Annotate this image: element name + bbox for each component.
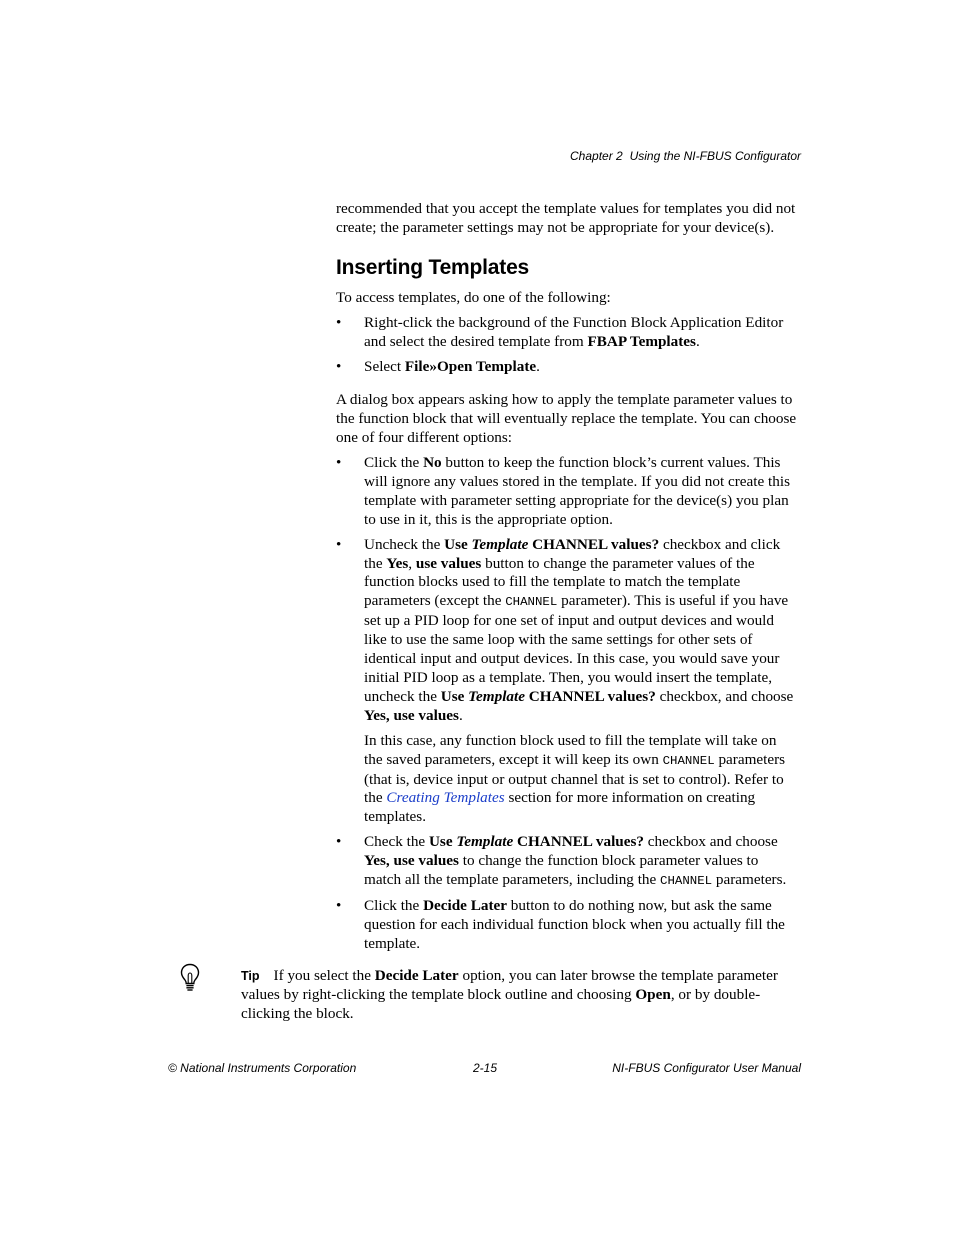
bullet-icon: •: [336, 833, 342, 851]
use-values-label: use values: [415, 554, 482, 572]
followup-text: parameters (that is, device input or output channel that is set to control). Refer to the: [364, 750, 786, 807]
checkbox-label-part: CHANNEL values?: [524, 687, 656, 705]
list-item: [336, 358, 798, 377]
options-list: [336, 454, 798, 954]
channel-code: CHANNEL: [662, 753, 715, 768]
bullet-icon: •: [336, 357, 342, 375]
option-text: ,: [408, 554, 416, 572]
option-text: checkbox and click the: [364, 535, 781, 572]
channel-code: CHANNEL: [505, 595, 558, 610]
list-item: [336, 314, 798, 352]
page-number: 2-15: [473, 1061, 498, 1075]
option-text: Click the: [364, 454, 424, 471]
option-check: [336, 833, 798, 891]
option-text: Uncheck the: [364, 535, 445, 553]
checkbox-label-part: CHANNEL values?: [528, 535, 660, 553]
bullet-text: Right-click the background of the Function Block Application Editor and select the desired template from: [364, 314, 784, 350]
channel-code: CHANNEL: [660, 874, 713, 889]
decide-later-label: Decide Later: [423, 896, 507, 914]
access-intro: [336, 289, 798, 308]
bullet-icon: •: [336, 896, 342, 914]
checkbox-label-part: Use: [444, 535, 472, 553]
footer-copyright: © National Instruments Corporation: [168, 1061, 357, 1075]
option-text: button to change the parameter values of the function blocks used to fill the template to match the template parameters (except the: [364, 554, 755, 610]
lightbulb-icon: [180, 963, 200, 993]
option-text: button to keep the function block’s current values. This will ignore any values stored in the template. If you did not create this template with parameter setting appropriate for the device(s) you plan to use in it, this is the appropriate option.: [364, 454, 790, 528]
bullet-icon: •: [336, 454, 342, 471]
bullet-text: Select: [364, 357, 405, 375]
yes-use-values-label: Yes, use values: [364, 852, 459, 870]
followup-text: section for more information on creating templates.: [364, 789, 756, 826]
option-text: Check the: [364, 833, 429, 851]
yes-use-values-label: Yes, use values: [364, 706, 459, 724]
option-text: Click the: [364, 896, 424, 914]
chapter-number: Chapter 2: [570, 149, 623, 163]
checkbox-label-part: Use: [440, 687, 469, 705]
menu-path-fbap-templates: FBAP Templates: [587, 332, 696, 350]
option-no: [336, 454, 798, 530]
followup-text: In this case, any function block used to fill the template will take on the saved parameters, except it will keep its own: [364, 731, 777, 768]
option-decide-later: [336, 897, 798, 954]
checkbox-label-italic: Template: [456, 833, 514, 851]
section-heading: Inserting Templates: [336, 256, 530, 279]
chapter-title: Using the NI-FBUS Configurator: [629, 149, 801, 163]
checkbox-label-italic: Template: [471, 535, 529, 553]
no-button-label: No: [423, 454, 442, 471]
tip-text: , or by double-clicking the block.: [241, 985, 761, 1022]
access-intro-text: To access templates, do one of the following:: [336, 289, 611, 306]
tip-text: If you select the: [273, 967, 375, 984]
option-text: button to do nothing now, but ask the same question for each individual function block when you actually fill the template.: [364, 896, 785, 952]
creating-templates-link[interactable]: Creating Templates: [386, 789, 505, 807]
option-text: .: [458, 706, 463, 724]
option-text: parameter). This is useful if you have set up a PID loop for one set of input and output devices and would like to use the same loop with the same settings for other sets of identical input and output devices. In this case, you would save your initial PID loop as a template. Then, you would insert the template, uncheck the: [364, 592, 789, 705]
option-uncheck: [336, 536, 798, 828]
option-text: checkbox, and choose: [655, 687, 794, 705]
checkbox-label-part: Use: [428, 833, 457, 851]
intro-paragraph: [336, 200, 798, 238]
yes-label: Yes: [386, 554, 409, 572]
footer-manual-title: NI-FBUS Configurator User Manual: [612, 1061, 801, 1075]
bullet-text-end: .: [536, 357, 540, 375]
menu-path-open-template: File»Open Template: [404, 357, 537, 375]
bullet-icon: •: [336, 314, 342, 331]
checkbox-label: [441, 688, 656, 705]
checkbox-label-part: CHANNEL values?: [513, 833, 644, 851]
checkbox-label-italic: Template: [468, 687, 525, 705]
option-uncheck-followup: [364, 732, 798, 828]
tip-label: Tip: [241, 969, 260, 983]
bullet-icon: •: [336, 535, 342, 553]
bullet-text-end: .: [695, 332, 700, 350]
checkbox-label: [444, 536, 659, 553]
tip-note: [241, 967, 801, 1024]
option-text: parameters.: [712, 871, 787, 889]
checkbox-label: [429, 833, 644, 850]
decide-later-label: Decide Later: [374, 967, 459, 984]
tip-text: option, you can later browse the template parameter values by right-clicking the template block outline and choosing: [241, 967, 778, 1003]
option-text: to change the function block parameter values to match all the template parameters, including the: [364, 852, 759, 889]
intro-line-2: create; the parameter settings may not be appropriate for your device(s).: [336, 218, 775, 236]
access-list: [336, 314, 798, 377]
dialog-paragraph: [336, 391, 798, 448]
open-label: Open: [635, 985, 671, 1003]
dialog-paragraph-text: A dialog box appears asking how to apply the template parameter values to the function block that will eventually replace the template. You can choose one of four different options:: [336, 391, 797, 446]
intro-line-1: recommended that you accept the template values for templates you did not: [336, 200, 796, 217]
option-text: checkbox and choose: [644, 833, 778, 851]
